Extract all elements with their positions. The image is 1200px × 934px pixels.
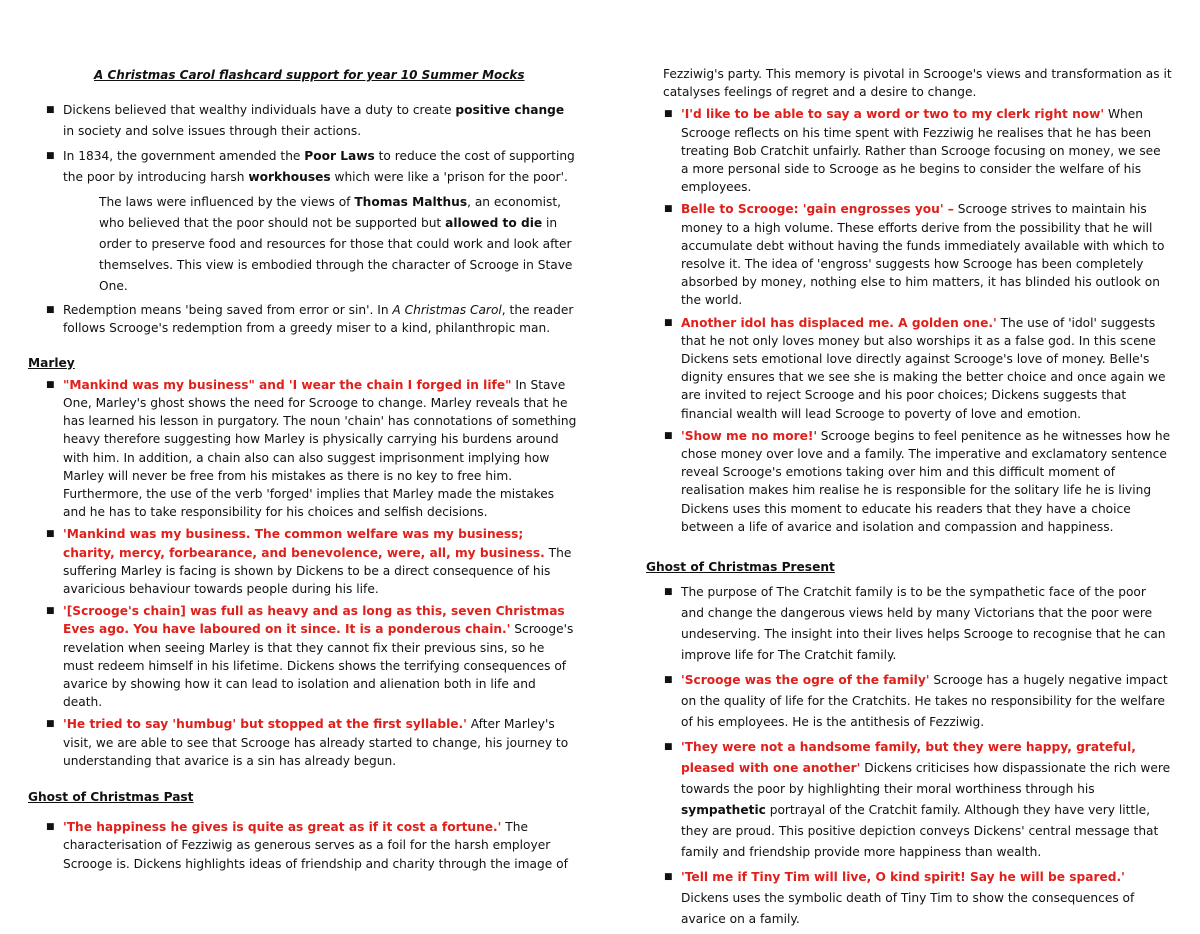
bullet-icon: ■: [46, 305, 55, 316]
bullet-icon: ■: [664, 872, 673, 883]
list-item: ■ 'They were not a handsome family, but they were happy, grateful, pleased with one another' Dickens criticises how dispassionate the rich were towards the poor by highlighting their moral worthiness through his sympathetic portrayal of the Cratchit family. Although they have very little, they are proud. This positive depiction conveys Dickens' central message that family and friendship provide more happiness than wealth.: [646, 737, 1172, 863]
list-item: ■ 'Scrooge was the ogre of the family' Scrooge has a hugely negative impact on the quality of life for the Cratchits. He takes no responsibility for the welfare of his employees. He is the antithesis of Fezziwig.: [646, 670, 1172, 733]
past-list-left: [28, 818, 578, 873]
bullet-icon: ■: [664, 317, 673, 328]
bullet-icon: ■: [46, 822, 55, 833]
bullet-icon: ■: [46, 719, 55, 730]
past-list-right: [646, 105, 1172, 536]
right-column: [646, 65, 1172, 934]
bullet-icon: ■: [46, 379, 55, 390]
bullet-icon: ■: [664, 204, 673, 215]
bullet-icon: ■: [46, 105, 55, 116]
bullet-icon: ■: [46, 529, 55, 540]
list-item: ■ 'Tell me if Tiny Tim will live, O kind spirit! Say he will be spared.' Dickens uses the symbolic death of Tiny Tim to show the consequences of avarice on a family.: [646, 867, 1172, 930]
list-item: ■ Dickens believed that wealthy individuals have a duty to create positive change in society and solve issues through their actions.: [28, 100, 578, 142]
page-title: A Christmas Carol flashcard support for year 10 Summer Mocks: [94, 68, 525, 82]
marley-list: [28, 376, 578, 770]
bullet-icon: ■: [664, 742, 673, 753]
bullet-icon: ■: [46, 151, 55, 162]
list-item: ■ Redemption means 'being saved from error or sin'. In A Christmas Carol, the reader follows Scrooge's redemption from a greedy miser to a kind, philanthropic man.: [46, 303, 574, 336]
list-item: ■ Another idol has displaced me. A golden one.' The use of 'idol' suggests that he not only loves money but also worships it as a false god. In this scene Dickens sets emotional love directly against Scrooge's love of money. Belle's dignity ensures that we see she is making the better choice and once again we are invited to reject Scrooge and his poor choices; Dickens suggests that financial wealth will lead Scrooge to poverty of love and emotion.: [664, 315, 1166, 421]
list-item: ■ 'Mankind was my business. The common welfare was my business; charity, mercy, forbearance, and benevolence, were, all, my business. The suffering Marley is facing is shown by Dickens to be a direct consequence of his avaricious behaviour towards people during his life.: [46, 527, 572, 597]
past-continued-text: Fezziwig's party. This memory is pivotal in Scrooge's views and transformation as it catalyses feelings of regret and a desire to change.: [663, 67, 1172, 100]
list-item: ■ In 1834, the government amended the Poor Laws to reduce the cost of supporting the poor by introducing harsh workhouses which were like a 'prison for the poor'.: [28, 146, 578, 188]
intro-list: [28, 100, 578, 188]
section-heading-past: Ghost of Christmas Past: [28, 790, 194, 805]
bullet-icon: ■: [46, 606, 55, 617]
malthus-paragraph: The laws were influenced by the views of Thomas Malthus, an economist, who believed that the poor should not be supported but allowed to die in order to preserve food and resources for those that could work and look after themselves. This view is embodied through the character of Scrooge in Stave One.: [99, 195, 573, 294]
list-item: ■ 'I'd like to be able to say a word or two to my clerk right now' When Scrooge reflects on his time spent with Fezziwig he realises that he has been treating Bob Cratchit unfairly. Rather than Scrooge focusing on money, we see a more personal side to Scrooge as he begins to consider the welfare of his employees.: [664, 107, 1161, 195]
section-heading-marley: Marley: [28, 355, 75, 370]
section-heading-present: Ghost of Christmas Present: [646, 560, 835, 575]
present-list: [646, 582, 1172, 930]
list-item: ■ 'He tried to say 'humbug' but stopped at the first syllable.' After Marley's visit, we are able to see that Scrooge has already started to change, his journey to understanding that avarice is a sin has already begun.: [46, 717, 569, 768]
list-item: ■ Belle to Scrooge: 'gain engrosses you' – Scrooge strives to maintain his money to a high volume. These efforts derive from the possibility that he will accumulate debt without having the funds immediately available with which to resolve it. The idea of 'engross' suggests how Scrooge has been completely absorbed by money, nothing else to him matters, it has blinded his outlook on the world.: [664, 202, 1165, 308]
list-item: ■ '[Scrooge's chain] was full as heavy and as long as this, seven Christmas Eves ago. You have laboured on it since. It is a ponderous chain.' Scrooge's revelation when seeing Marley is that they cannot fix their previous sins, so he must redeem himself in his lifetime. Dickens shows the terrifying consequences of avarice by showing how it can lead to isolation and alienation both in life and death.: [46, 604, 574, 710]
bullet-icon: ■: [664, 587, 673, 598]
list-item: ■ "Mankind was my business" and 'I wear the chain I forged in life" In Stave One, Marley's ghost shows the need for Scrooge to change. Marley reveals that he has learned his lesson in purgatory. The noun 'chain' has connotations of something heavy therefore suggesting how Marley is physically carrying his burdens around with him. In addition, a chain also can also suggest imprisonment implying how Marley will never be free from his mistakes as there is no key to free him. Furthermore, the use of the verb 'forged' implies that Marley made the mistakes and he has to take responsibility for his choices and selfish decisions.: [46, 377, 577, 520]
left-column: [28, 60, 578, 877]
bullet-icon: ■: [664, 430, 673, 441]
list-item: ■ The purpose of The Cratchit family is to be the sympathetic face of the poor and change the dangerous views held by many Victorians that the poor were undeserving. The insight into their lives helps Scrooge to recognise that he can improve life for The Cratchit family.: [646, 582, 1172, 666]
bullet-icon: ■: [664, 675, 673, 686]
bullet-icon: ■: [664, 109, 673, 120]
list-item: ■ 'The happiness he gives is quite as great as if it cost a fortune.' The characterisation of Fezziwig as generous serves as a foil for the harsh employer Scrooge is. Dickens highlights ideas of friendship and charity through the image of: [46, 820, 568, 871]
intro-list-2: [28, 301, 578, 337]
list-item: ■ 'Show me no more!' Scrooge begins to feel penitence as he witnesses how he chose money over love and a family. The imperative and exclamatory sentence reveal Scrooge's emotions taking over him and this difficult moment of realisation makes him realise he is responsible for the solitary life he is living Dickens uses this moment to educate his readers that they have a choice between a life of avarice and isolation and compassion and happiness.: [664, 428, 1171, 534]
